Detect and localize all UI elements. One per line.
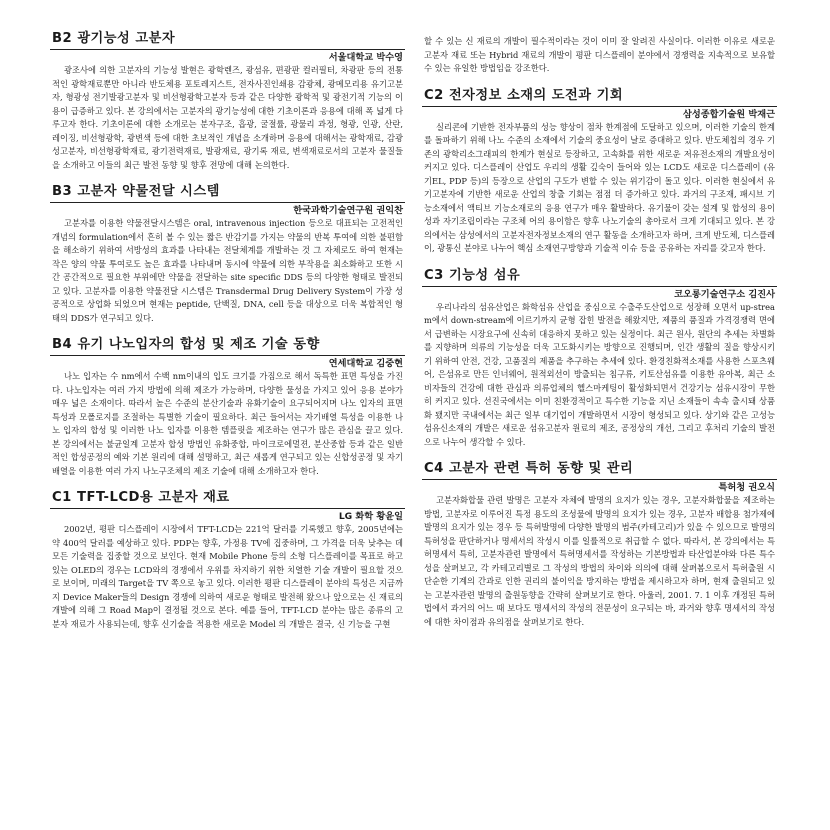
section-body-continued: 할 수 있는 신 재료의 개발이 필수적이라는 것이 이미 잘 알려진 사실이다. 이러한 이유로 새로운 고분자 재료 또는 Hybrid 재료의 개발이 평판 디스플레이 분야에서 경쟁력을 지속적으로 보유할 수 있는 유일한 방법임을 강조한다.: [424, 36, 775, 73]
section-body: 고분자를 이용한 약물전달시스템은 oral, intravenous injection 등으로 대표되는 고전적인 개념의 formulation에서 흔히 볼 수 있는 짧은 반감기를 가지는 약물의 반복 투여에 의한 불편함을 해소하기 위하여 서방성의 효과를 나타내는 전달체계를 개발하는 것 그 자체로도 하여 현재는 작은 양의 약물 투여로도 높은 효과를 나타내며 동시에 약물에 의한 부작용을 최소화하고 또한 시간 공간적으로 필요한 부위에만 약물을 전달하는 site specific DDS 등의 다양한 형태로 발전되고 있다. 고분자를 이용한 약물전달 시스템은 Transdermal Drug Delivery System이 가장 성공적으로 상업화 되었으며 현재는 peptide, 단백질, DNA, cell 등을 대상으로 더욱 복합적인 형태의 DDS가 연구되고 있다.: [52, 218, 403, 323]
left-column: [50, 30, 405, 642]
section-c2: [422, 87, 777, 256]
section-author: 연세대학교 김중현: [328, 358, 403, 369]
section-title: B4 유기 나노입자의 합성 및 제조 기술 동향: [50, 336, 405, 356]
section-body: 고분자화합물 관련 발명은 고분자 자체에 발명의 요지가 있는 경우, 고분자화합물을 제조하는 방법, 고분자로 이루어진 특정 용도의 조성물에 발명의 요지가 있는 경우, 고분자 배합용 첨가제에 발명의 요지가 있는 경우 등 특허발명에 다양한 발명의 범주(카테고리)가 있을 수 있으므로 발명의 특허성을 판단하거나 명세서의 작성시 이를 일률적으로 취급할 수 없다. 따라서, 본 강의에서는 특허명세서 특히, 고분자관련 발명에서 특허명세서를 작성하는 기본방법과 타산업분야와 다른 특수성을 살펴보고, 각 카테고리별로 그 작성의 방법의 차이와 의의에 대해 살펴봄으로서 특허출원 시 단순한 기계의 간과로 인한 권리의 불이익을 방지하는 방법을 제시하고자 하며, 현재 출원되고 있는 고분자관련 발명의 출원동향을 간략히 살펴보기로 한다. 아울러, 2001. 7. 1 이후 개정된 특허법에서 과거의 어느 때 보다도 명세서의 작성의 전문성이 요구되는 바, 과거와 향후 명세서의 작성에 대한 차이점과 유의점을 살펴보기로 한다.: [424, 495, 775, 627]
section-author: LG 화학 황윤일: [338, 511, 403, 522]
section-title: B2 광기능성 고분자: [50, 30, 405, 50]
section-title: C2 전자정보 소재의 도전과 기회: [422, 87, 777, 107]
section-author: 서울대학교 박수영: [328, 52, 403, 63]
section-body: 나노 입자는 수 nm에서 수백 nm이내의 입도 크기를 가짐으로 해서 독특한 표면 특성을 가진다. 나노입자는 여러 가지 방법에 의해 제조가 가능하며, 다양한 물성을 가지고 있어 응용 분야가 매우 넓은 소재이다. 따라서 높은 수준의 분산기술과 유화기술이 요구되어지며 나노 입자의 표면특성과 모폴로지를 조절하는 특별한 기술이 필요하다. 최근 들어서는 자기배열 특성을 이용한 나노 입자의 합성 및 이러한 나노 입자를 이용한 템플릿을 제조하는 연구가 많은 관심을 끌고 있다. 본 강의에서는 불균일계 고분자 합성 방법인 유화중합, 마이크로에멀젼, 분산중합 등과 같은 일반적인 합성공정의 예와 기본 원리에 대해 설명하고, 최근 새롭게 연구되고 있는 신합성공정 및 자기배열을 이용한 여러 가지 나노구조체의 제조 기술에 대해 소개하고자 한다.: [52, 371, 403, 476]
right-column: [422, 35, 777, 640]
section-c4: [422, 460, 777, 629]
section-body: 광조사에 의한 고분자의 기능성 발현은 광학렌즈, 광섬유, 편광판 컬러필터, 차광판 등의 전통적인 광학재료뿐만 아니라 반도체용 포토레지스트, 전자사진인쇄용 감광체, 광메모리용 유기고분자, 형광성 전기발광고분자 및 비선형광학고분자 등과 같은 다양한 광학적 및 광전기적 기능의 이용이 급증하고 있다. 본 강의에서는 고분자의 광기능성에 대한 기초이론과 응용에 대해 폭 넓게 다루고자 한다. 기초이론에 대한 소개로는 분자구조, 흡광, 굴절률, 광물리 과정, 형광, 인광, 산란, 레이징, 비선형광학, 광변색 등에 대한 초보적인 개념을 소개하며 응용에 대해서는 광학재료, 감광성고분자, 비선형광학재료, 광기전력재료, 발광재료, 광기록 재료, 변색재료로서의 고분자 물질들을 소개하고 이들의 최근 발전 동향 및 향후 전망에 대해 논의한다.: [52, 65, 403, 170]
section-c3: [422, 267, 777, 450]
section-c1-continued: [422, 35, 777, 76]
section-author: 한국과학기술연구원 권익찬: [293, 205, 403, 216]
section-title: C1 TFT-LCD용 고분자 재료: [50, 489, 405, 509]
section-body: 실리콘에 기반한 전자부품의 성능 향상이 점차 한계점에 도달하고 있으며, 이러한 기술의 한계를 돌파하기 위해 나노 수준의 소재에서 기술의 중요성이 날로 증대하고 있다. 반도체칩의 경우 기존의 광학리소그래피의 한계가 현실로 등장하고, 고속화를 위한 새로운 저유전소재의 개발요성이 커지고 있다. 디스플레이 산업도 우리의 생활 깊숙이 들어와 있는 LCD도 새로운 디스플레이 (유기EL, PDP 등)의 등장으로 산업의 구도가 변할 수 있는 위기감이 돌고 있다. 이러한 현실에서 유기고분자에 기반한 새로운 산업의 창출 기회는 점점 더 증가하고 있다. 과거의 구조재, 패시브 기능소재에서 액티브 기능소재로의 응용 연구가 매우 활발하다. 유기물이 갖는 설계 및 합성의 용이성과 자기조립이라는 구조체 어의 용이함은 향후 나노기술의 총아로서 크게 기대되고 있다. 본 강의에서는 삼성에서의 고분자전자정보소재의 연구 활동을 소개하고자 하며, 크게 반도체, 디스플레이, 광통신 분야로 나누어 핵심 소재연구방향과 기술적 이슈 등을 공유하는 자리를 갖고자 한다.: [424, 121, 775, 253]
section-author: 삼성종합기술원 박재근: [683, 108, 775, 120]
section-author: 특허청 권오식: [718, 482, 775, 493]
section-title: B3 고분자 약물전달 시스템: [50, 183, 405, 203]
section-b2: [50, 30, 405, 172]
section-b3: [50, 183, 405, 325]
section-body: 2002년, 평판 디스플레이 시장에서 TFT-LCD는 221억 달러를 기록했고 향후, 2005년에는 약 400억 달러를 예상하고 있다. PDP는 향후, 가정용 TV에 집중하며, 그 가격을 더욱 낮추는 데 모든 기술력을 집중할 것으로 보인다. 현재 Mobile Phone 등의 소형 디스플레이를 목표로 하고 있는 OLED의 경우는 LCD와의 경쟁에서 우위를 차지하기 위한 치열한 기술 개발이 필요할 것으로 보이며, 미래의 Target을 TV 쪽으로 놓고 있다. 이러한 평판 디스플레이 분야의 특성은 지금까지 Device Maker들의 Design 경쟁에 의하여 새로운 형태로 발전해 왔으나 앞으로는 신 재료의 개발에 의해 그 Road Map이 결정될 것으로 본다. 예를 들어, TFT-LCD 분야는 많은 종류의 고분자 재료가 사용되는데, 향후 신기술을 적용한 새로운 Model 의 개발은 결국, 신 기능을 구현: [52, 524, 403, 629]
section-body: 우리나라의 섬유산업은 화학섬유 산업을 중심으로 수출주도산업으로 성장해 오면서 up-stream에서 down-stream에 이르기까지 균형 잡힌 발전을 해왔지만, 제품의 품질과 가격경쟁력 면에서 급변하는 시장요구에 신속히 대응하지 못하고 있는 실정이다. 최근 원사, 원단의 추세는 차별화를 지향하며 의류의 기능성을 더욱 고도화시키는 방향으로 진행되며, 인간 생활의 질을 향상시키기 위하여 안전, 건강, 고품질의 제품을 추구하는 추세에 있다. 환경친화적소재를 사용한 스포츠웨어, 은섬유로 만든 인너웨어, 원적외선이 방출되는 침구류, 키토산섬유를 이용한 유아복, 최근 소비자들의 건강에 대한 관심과 의류업체의 헬스마케팅이 활성화되면서 건강기능 섬유시장이 무한히 커지고 있다. 선진국에서는 이미 친환경적이고 특수한 기능을 지닌 소재들이 속속 출시돼 상품화 됐지만 국내에서는 최근 일부 대기업이 개발하면서 시장이 형성되고 있다. 상기와 같은 고성능 섬유신소재의 개발은 새로운 섬유고분자 원료의 제조, 공정상의 개선, 그리고 후처리 기술의 발전으로 나누어 생각할 수 있다.: [424, 301, 775, 447]
section-author: 코오롱기술연구소 김진사: [674, 288, 775, 300]
section-b4: [50, 336, 405, 478]
section-title: C4 고분자 관련 특허 동향 및 관리: [422, 460, 777, 480]
section-title: C3 기능성 섬유: [422, 267, 777, 287]
section-c1: [50, 489, 405, 631]
